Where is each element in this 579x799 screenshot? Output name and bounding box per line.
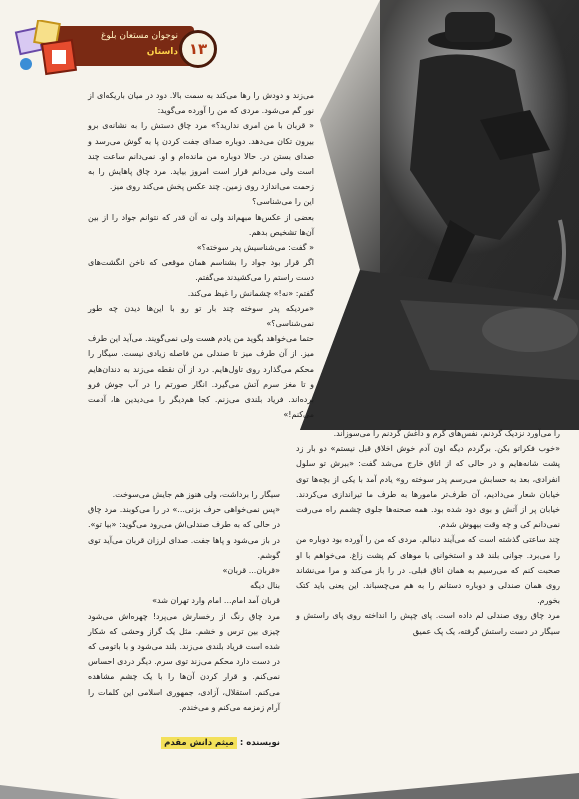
text-column-lower-right	[296, 426, 560, 639]
story-illustration	[300, 0, 579, 430]
text-column-lower-left	[88, 487, 280, 715]
section-subtitle: داستان	[146, 47, 178, 57]
paragraph: این را می‌شناسی؟	[252, 197, 314, 207]
paragraph: مرد چاق رنگ از رخسارش می‌پرد! چهره‌اش می‌شود چیزی بین ترس و خشم. مثل یک گراز وحشی که شکار شده است فریاد بلندی می‌زند. بلند می‌شود و با باتومی که در دست دارد محکم می‌زند توی سرم. دیگر دردی احساس نمی‌کنم. و قرار کردن آن‌ها را با یک چشم مشاهده می‌کنم. استقلال، آزادی، جمهوری اسلامی این کلمات را آرام زمزمه می‌کنم و می‌خندم.	[88, 611, 280, 712]
author-name: میثم دانش مقدم	[161, 737, 237, 749]
page-number: ۱۳	[179, 30, 217, 68]
paragraph: سیگار را برداشت، ولی هنوز هم جایش می‌سوخت.	[112, 490, 280, 499]
paragraph: قربان آمد امام... امام وارد تهران شد»	[152, 596, 280, 606]
paragraph: را می‌آورد نزدیک گردنم، نفس‌های گرم و داغش گردنم را می‌سوزاند.	[333, 429, 560, 438]
page-corner-decoration	[0, 765, 579, 799]
paragraph: بعضی از عکس‌ها مبهم‌اند ولی نه آن قدر که نتوانم جواد را از بین آن‌ها تشخیص بدهم.	[88, 212, 314, 237]
paragraph: «پس نمی‌خواهی حرف بزنی...» در را می‌کوبند. مرد چاق در حالی که به طرف صندلی‌اش می‌رود می‌گوید: «بیا تو». در باز می‌شود و پاها جفت. صدای لرزان قربان می‌آید توی گوشم.	[88, 505, 280, 560]
paragraph: اگر قرار بود جواد را بشناسم همان موقعی که ناخن انگشت‌های دست راستم را می‌کشیدند می‌گفتم.	[88, 258, 314, 283]
paragraph: گفتم: «نه!» چشمانش را غیظ می‌کند.	[187, 288, 314, 298]
section-title: نوجوان مستعان بلوغ	[101, 31, 178, 41]
author-credit	[120, 738, 280, 748]
paragraph: چند ساعتی گذشته است که می‌آیند دنبالم. مردی که من را آورده بود دوباره من را می‌برد. جوانی بلند قد و استخوانی با موهای کم پشت زاغ. می‌خواهم با او صحبت کنم که می‌رسیم به همان اتاق قبلی. در را باز می‌کند و مرا می‌نشاند روی همان صندلی و دوباره دستانم را به هم می‌چسباند. این یعنی باید کتک بخورم.	[296, 535, 560, 606]
paragraph: «خوب فکراتو بکن. برگردم دیگه اون آدم خوش اخلاق قبل نیستم» دو بار زد پشت شانه‌هایم و در حالی که از اتاق خارج می‌شد گفت: «ببرش تو سلول انفرادی، بعد به حسابش می‌رسم پدر سوخته رو» یادم آمد با یکی از بچه‌ها توی خیابان شعار می‌دادیم، آن طرف‌تر مامورها به طرف ما تیراندازی می‌کردند. خیابان پر از آتش و بوی دود شده بود. همه صحنه‌ها جلوی چشمم راه می‌رفت نمی‌دانم کی و چه وقت بیهوش شدم.	[296, 444, 560, 530]
film-reel-icon	[14, 20, 94, 76]
paragraph: « گفت: می‌شناسیش پدر سوخته؟»	[196, 243, 314, 253]
paragraph: «قربان... قربان»	[222, 566, 280, 576]
paragraph: «مردیکه پدر سوخته چند بار تو رو با این‌ها دیدن چه طور نمی‌شناسی؟»	[88, 303, 314, 329]
paragraph: مرد چاق روی صندلی لم داده است. پای چپش را انداخته روی پای راستش و سیگار در دست راستش گرفته، یک پک عمیق	[296, 611, 560, 636]
section-header-badge	[14, 16, 208, 80]
text-column-upper	[88, 88, 314, 422]
paragraph: می‌زند و دودش را رها می‌کند به سمت بالا. دود در میان باریکه‌ای از نور گم می‌شود. مردی که من را آورده می‌گوید:	[88, 91, 314, 116]
paragraph: « قربان با من امری ندارید؟» مرد چاق دستش را به نشانه‌ی برو بیرون تکان می‌دهد. دوباره صدای جفت کردن پا به گوش می‌رسد و صدای بستن در. حالا دوباره من مانده‌ام و او. نمی‌دانم ساعت چند است ولی می‌دانم قرار است امروز بیاید. مرد چاق پاهایش را به زحمت می‌اندازد روی زمین. چند عکس پخش می‌کند روی میز.	[88, 121, 314, 192]
paragraph: بنال دیگه	[250, 581, 280, 591]
paragraph: حتما می‌خواهد بگوید من یادم هست ولی نمی‌گویند. می‌آید این طرف میز. از آن طرف میز تا صندلی من فاصله زیادی نیست. سیگار را محکم می‌گذارد روی تاول‌هایم. درد از آن نقطه می‌زند به دندان‌هایم و تا مغز سرم آتش می‌گیرد. انگار صورتم را در آب جوش فرو برده‌اند. فریاد بلندی می‌زنم. کجا هم‌دیگر را می‌دیدین ها، آدمت می‌کنم!»	[88, 334, 314, 420]
author-label: نویسنده :	[239, 738, 280, 748]
